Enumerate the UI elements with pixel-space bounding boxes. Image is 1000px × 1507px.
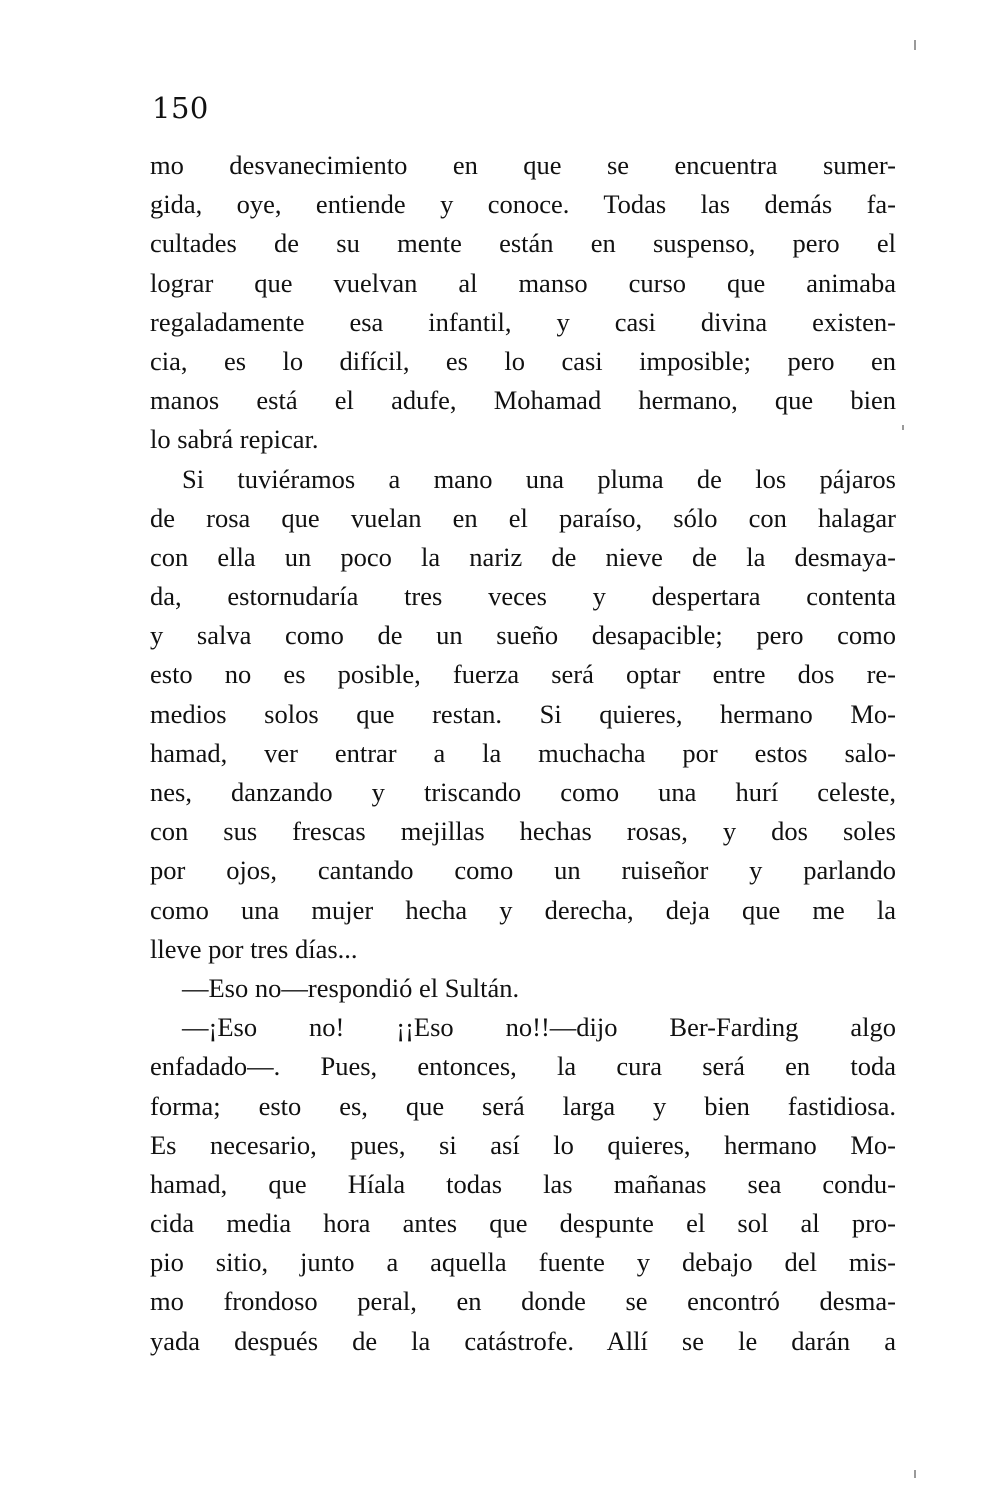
text-line: cia, es lo difícil, es lo casi imposible; pero en	[150, 345, 896, 376]
text-line: nes, danzando y triscando como una hurí celeste,	[150, 777, 896, 807]
text-line: lleve por tres días...	[150, 933, 358, 964]
text-line: lograr que vuelvan al manso curso que animaba	[150, 267, 896, 298]
text-line: pio sitio, junto a aquella fuente y debajo del mis-	[150, 1247, 896, 1278]
text-line: regaladamente esa infantil, y casi divina existen-	[150, 306, 896, 337]
text-line: cultades de su mente están en suspenso, pero el	[150, 228, 896, 259]
body-text	[150, 146, 896, 1361]
text-line: enfadado—. Pues, entonces, la cura será en toda	[150, 1051, 896, 1082]
text-line: hamad, ver entrar a la muchacha por estos salo-	[150, 737, 896, 768]
text-line: cida media hora antes que despunte el sol al pro-	[150, 1208, 896, 1239]
text-line: y salva como de un sueño desapacible; pero como	[150, 620, 896, 651]
text-line: manos está el adufe, Mohamad hermano, que bien	[150, 385, 896, 416]
text-line: Es necesario, pues, si así lo quieres, hermano Mo-	[150, 1129, 896, 1160]
text-line: yada después de la catástrofe. Allí se le darán a	[150, 1325, 896, 1356]
text-line: gida, oye, entiende y conoce. Todas las demás fa-	[150, 189, 896, 220]
text-line: como una mujer hecha y derecha, deja que me la	[150, 894, 896, 925]
text-line: medios solos que restan. Si quieres, hermano Mo-	[150, 698, 896, 729]
page-number: 150	[152, 91, 209, 125]
scan-margin-mark	[914, 40, 916, 50]
text-line: esto no es posible, fuerza será optar entre dos re-	[150, 659, 896, 690]
text-line: mo desvanecimiento en que se encuentra sumer-	[150, 150, 896, 180]
text-line: da, estornudaría tres veces y despertara contenta	[150, 581, 896, 612]
text-line: —¡Eso no! ¡¡Eso no!!—dijo Ber-Farding algo	[182, 1012, 896, 1043]
text-line: de rosa que vuelan en el paraíso, sólo con halagar	[150, 502, 896, 533]
text-line: con ella un poco la nariz de nieve de la desmaya-	[150, 541, 896, 572]
text-line: mo frondoso peral, en donde se encontró desma-	[150, 1286, 896, 1317]
text-line: —Eso no—respondió el Sultán.	[182, 972, 520, 1003]
text-line: por ojos, cantando como un ruiseñor y parlando	[150, 855, 896, 886]
text-line: hamad, que Híala todas las mañanas sea condu-	[150, 1168, 896, 1199]
text-line: Si tuviéramos a mano una pluma de los pájaros	[182, 463, 896, 494]
text-line: con sus frescas mejillas hechas rosas, y dos soles	[150, 816, 896, 847]
scan-margin-mark	[914, 1470, 916, 1478]
scan-margin-mark	[902, 425, 904, 430]
text-line: lo sabrá repicar.	[150, 424, 319, 455]
text-line: forma; esto es, que será larga y bien fastidiosa.	[150, 1090, 896, 1121]
